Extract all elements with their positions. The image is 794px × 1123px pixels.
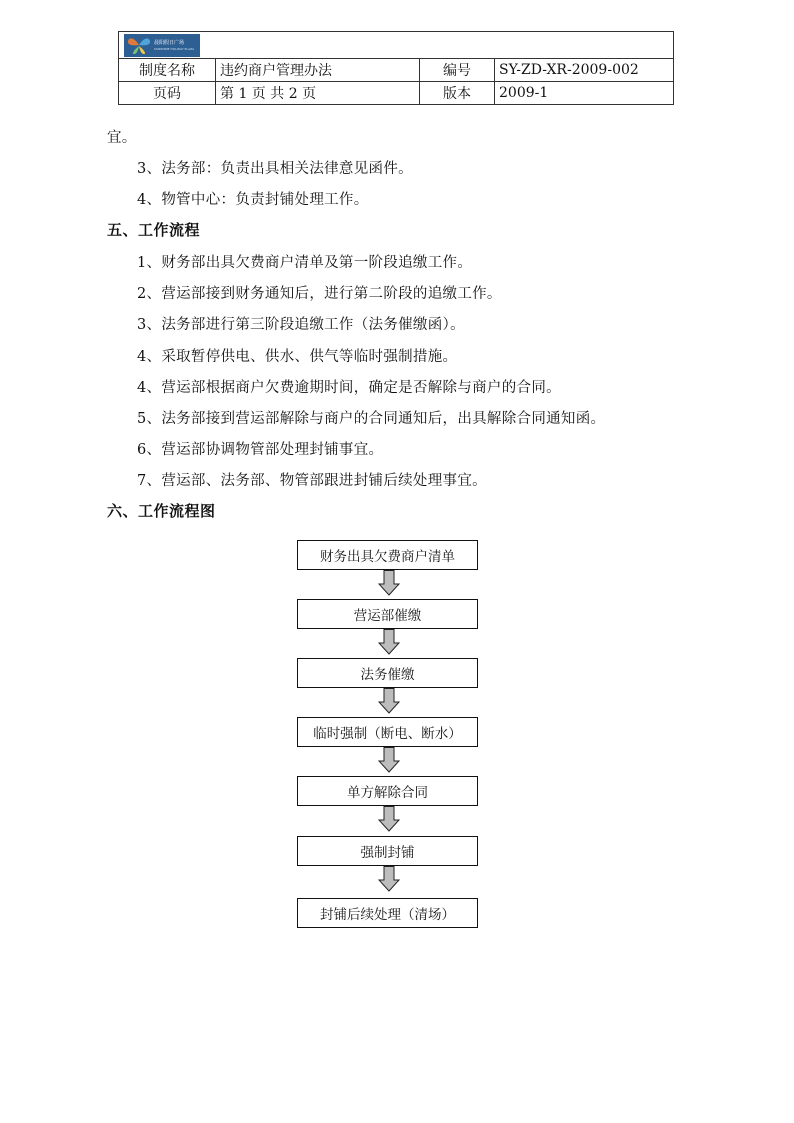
- company-logo: [124, 34, 200, 57]
- logo-wordmark: 晨阳假日广场 SUNSHINE HOLIDAY PLAZA: [154, 39, 195, 51]
- duty-item: 4、物管中心：负责封铺处理工作。: [137, 192, 369, 208]
- value-version: 2009-1: [499, 85, 549, 101]
- flow-step-box: 营运部催缴: [297, 599, 478, 629]
- down-arrow-icon: [378, 570, 400, 596]
- value-page: 第 1 页 共 2 页: [216, 82, 420, 104]
- header-row-name: [119, 59, 673, 82]
- header-row-page: [119, 82, 673, 104]
- section-heading: 五、工作流程: [107, 221, 201, 239]
- value-policy-name: 违约商户管理办法: [216, 59, 420, 81]
- down-arrow-icon: [378, 688, 400, 714]
- down-arrow-icon: [378, 747, 400, 773]
- continuation-text: 宜。: [107, 130, 137, 146]
- down-arrow-icon: [378, 866, 400, 892]
- document-header-table: [118, 31, 674, 105]
- down-arrow-icon: [378, 629, 400, 655]
- value-doc-number: SY-ZD-XR-2009-002: [499, 62, 639, 78]
- label-policy-name: 制度名称: [119, 59, 216, 81]
- workflow-item: 7、营运部、法务部、物管部跟进封铺后续处理事宜。: [137, 473, 487, 489]
- logo-row: [119, 32, 673, 59]
- flow-step-box: 临时强制（断电、断水）: [297, 717, 478, 747]
- label-version: 版本: [420, 82, 495, 104]
- label-page: 页码: [119, 82, 216, 104]
- label-doc-number: 编号: [420, 59, 495, 81]
- duty-item: 3、法务部：负责出具相关法律意见函件。: [137, 161, 413, 177]
- workflow-item: 2、营运部接到财务通知后，进行第二阶段的追缴工作。: [137, 286, 502, 302]
- workflow-item: 3、法务部进行第三阶段追缴工作（法务催缴函）。: [137, 317, 465, 333]
- flow-step-box: 财务出具欠费商户清单: [297, 540, 478, 570]
- flow-step-box: 强制封铺: [297, 836, 478, 866]
- workflow-item: 1、财务部出具欠费商户清单及第一阶段追缴工作。: [137, 255, 473, 271]
- butterfly-logo-icon: [126, 35, 152, 56]
- flow-step-box: 法务催缴: [297, 658, 478, 688]
- workflow-item: 4、营运部根据商户欠费逾期时间，确定是否解除与商户的合同。: [137, 380, 561, 396]
- flow-step-box: 单方解除合同: [297, 776, 478, 806]
- workflow-item: 5、法务部接到营运部解除与商户的合同通知后，出具解除合同通知函。: [137, 411, 606, 427]
- down-arrow-icon: [378, 806, 400, 832]
- workflow-item: 6、营运部协调物管部处理封铺事宜。: [137, 442, 384, 458]
- flow-step-box: 封铺后续处理（清场）: [297, 898, 478, 928]
- workflow-item: 4、采取暂停供电、供水、供气等临时强制措施。: [137, 349, 458, 365]
- section-heading: 六、工作流程图: [107, 502, 216, 520]
